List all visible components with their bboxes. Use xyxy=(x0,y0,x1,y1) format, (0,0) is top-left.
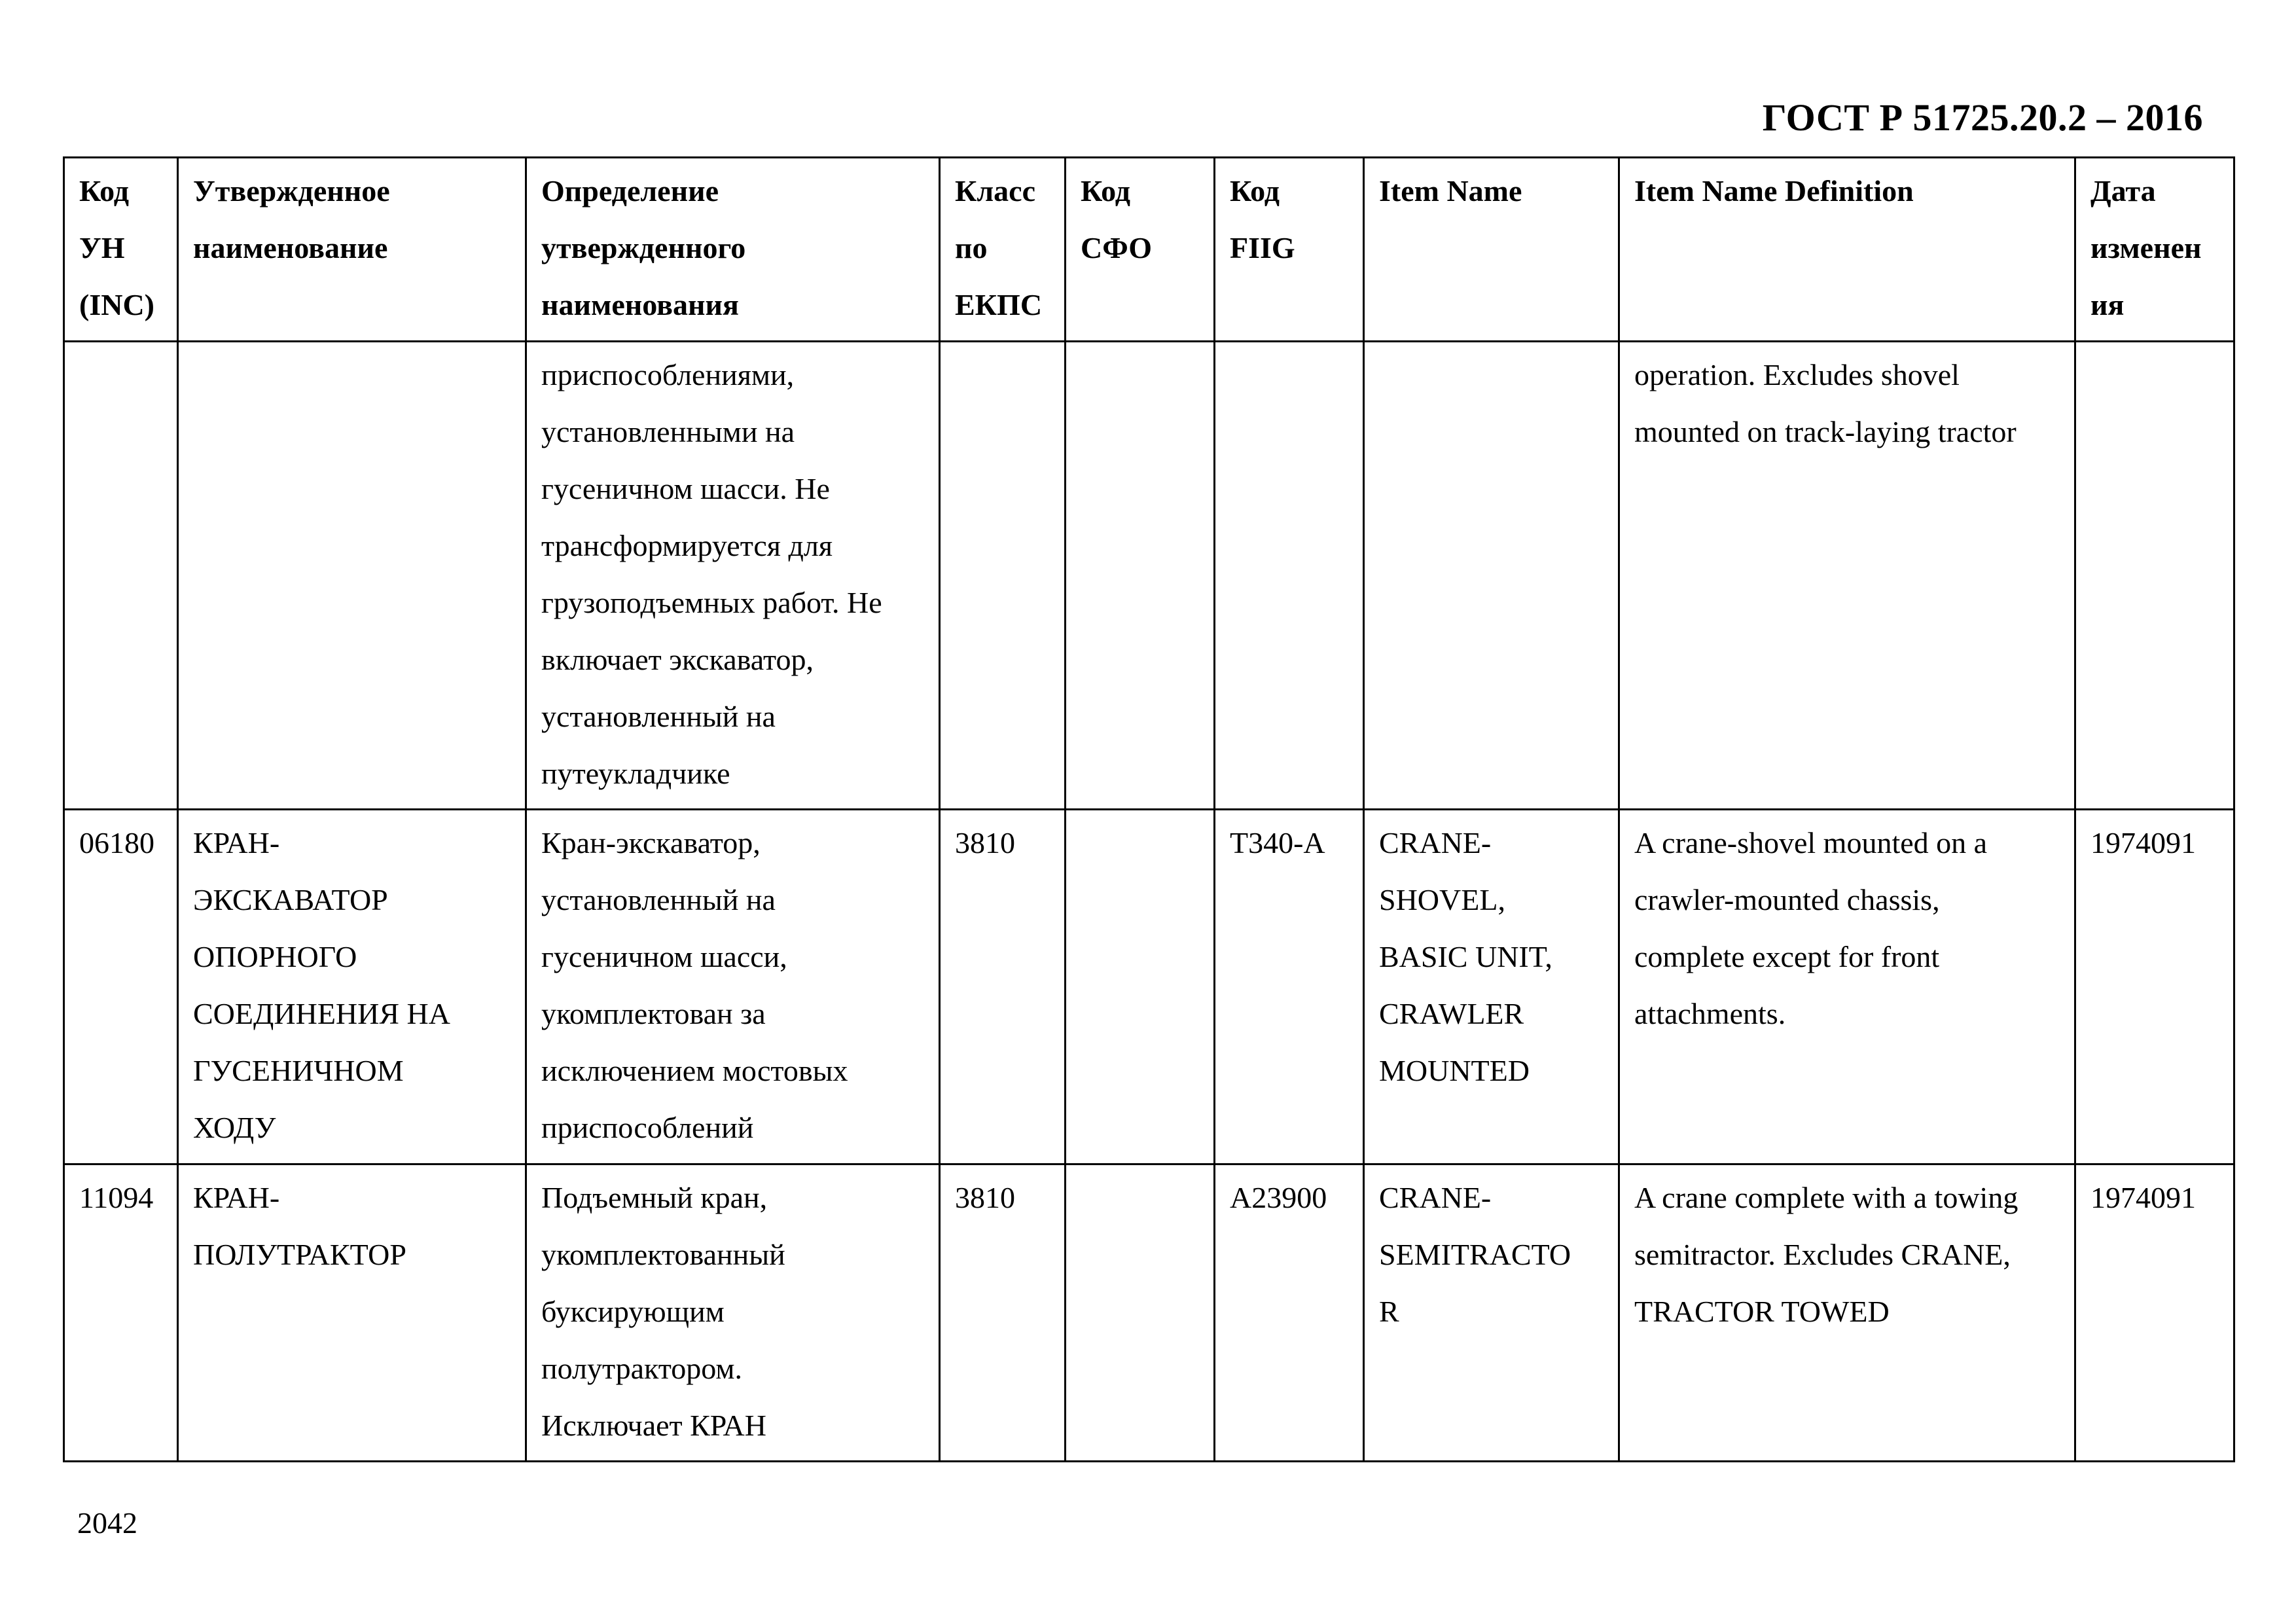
cell-inc-code: 11094 xyxy=(64,1164,178,1462)
page-number: 2042 xyxy=(77,1506,137,1540)
cell-fiig-code: A23900 xyxy=(1215,1164,1364,1462)
column-header-item-name: Item Name xyxy=(1364,158,1619,342)
column-header-class: Класс по ЕКПС xyxy=(940,158,1066,342)
column-header-inc-code: Код УН (INC) xyxy=(64,158,178,342)
cell-change-date xyxy=(2075,342,2234,810)
cell-sfo-code xyxy=(1066,1164,1215,1462)
cell-item-name xyxy=(1364,342,1619,810)
cell-name-definition: Кран-экскаватор, установленный на гусеничном шасси, укомплектован за исключением мостовых приспособлений xyxy=(526,810,940,1164)
cell-change-date: 1974091 xyxy=(2075,1164,2234,1462)
cell-approved-name xyxy=(178,342,526,810)
column-header-change-date: Дата изменен ия xyxy=(2075,158,2234,342)
cell-item-name-definition: A crane-shovel mounted on a crawler-mounted chassis, complete except for front attachments. xyxy=(1619,810,2075,1164)
cell-name-definition: приспособлениями, установленными на гусеничном шасси. Не трансформируется для грузоподъемных работ. Не включает экскаватор, установленный на путеукладчике xyxy=(526,342,940,810)
cell-class xyxy=(940,342,1066,810)
table-header-row xyxy=(64,158,2234,342)
column-header-sfo-code: Код СФО xyxy=(1066,158,1215,342)
cell-inc-code: 06180 xyxy=(64,810,178,1164)
cell-class: 3810 xyxy=(940,810,1066,1164)
column-header-fiig-code: Код FIIG xyxy=(1215,158,1364,342)
cell-fiig-code: T340-A xyxy=(1215,810,1364,1164)
column-header-name-definition: Определение утвержденного наименования xyxy=(526,158,940,342)
cell-item-name: CRANE- SEMITRACTO R xyxy=(1364,1164,1619,1462)
column-header-approved-name: Утвержденное наименование xyxy=(178,158,526,342)
cell-change-date: 1974091 xyxy=(2075,810,2234,1164)
cell-class: 3810 xyxy=(940,1164,1066,1462)
cell-sfo-code xyxy=(1066,810,1215,1164)
table-row xyxy=(64,1164,2234,1462)
cell-sfo-code xyxy=(1066,342,1215,810)
cell-name-definition: Подъемный кран, укомплектованный буксирующим полутрактором. Исключает КРАН xyxy=(526,1164,940,1462)
cell-approved-name: КРАН- ЭКСКАВАТОР ОПОРНОГО СОЕДИНЕНИЯ НА ГУСЕНИЧНОМ ХОДУ xyxy=(178,810,526,1164)
data-table xyxy=(63,156,2235,1462)
table-row xyxy=(64,342,2234,810)
cell-item-name-definition: operation. Excludes shovel mounted on track-laying tractor xyxy=(1619,342,2075,810)
cell-fiig-code xyxy=(1215,342,1364,810)
cell-item-name-definition: A crane complete with a towing semitractor. Excludes CRANE, TRACTOR TOWED xyxy=(1619,1164,2075,1462)
document-header: ГОСТ Р 51725.20.2 – 2016 xyxy=(1762,96,2203,139)
table-row xyxy=(64,810,2234,1164)
cell-approved-name: КРАН- ПОЛУТРАКТОР xyxy=(178,1164,526,1462)
cell-item-name: CRANE- SHOVEL, BASIC UNIT, CRAWLER MOUNTED xyxy=(1364,810,1619,1164)
column-header-item-name-definition: Item Name Definition xyxy=(1619,158,2075,342)
cell-inc-code xyxy=(64,342,178,810)
